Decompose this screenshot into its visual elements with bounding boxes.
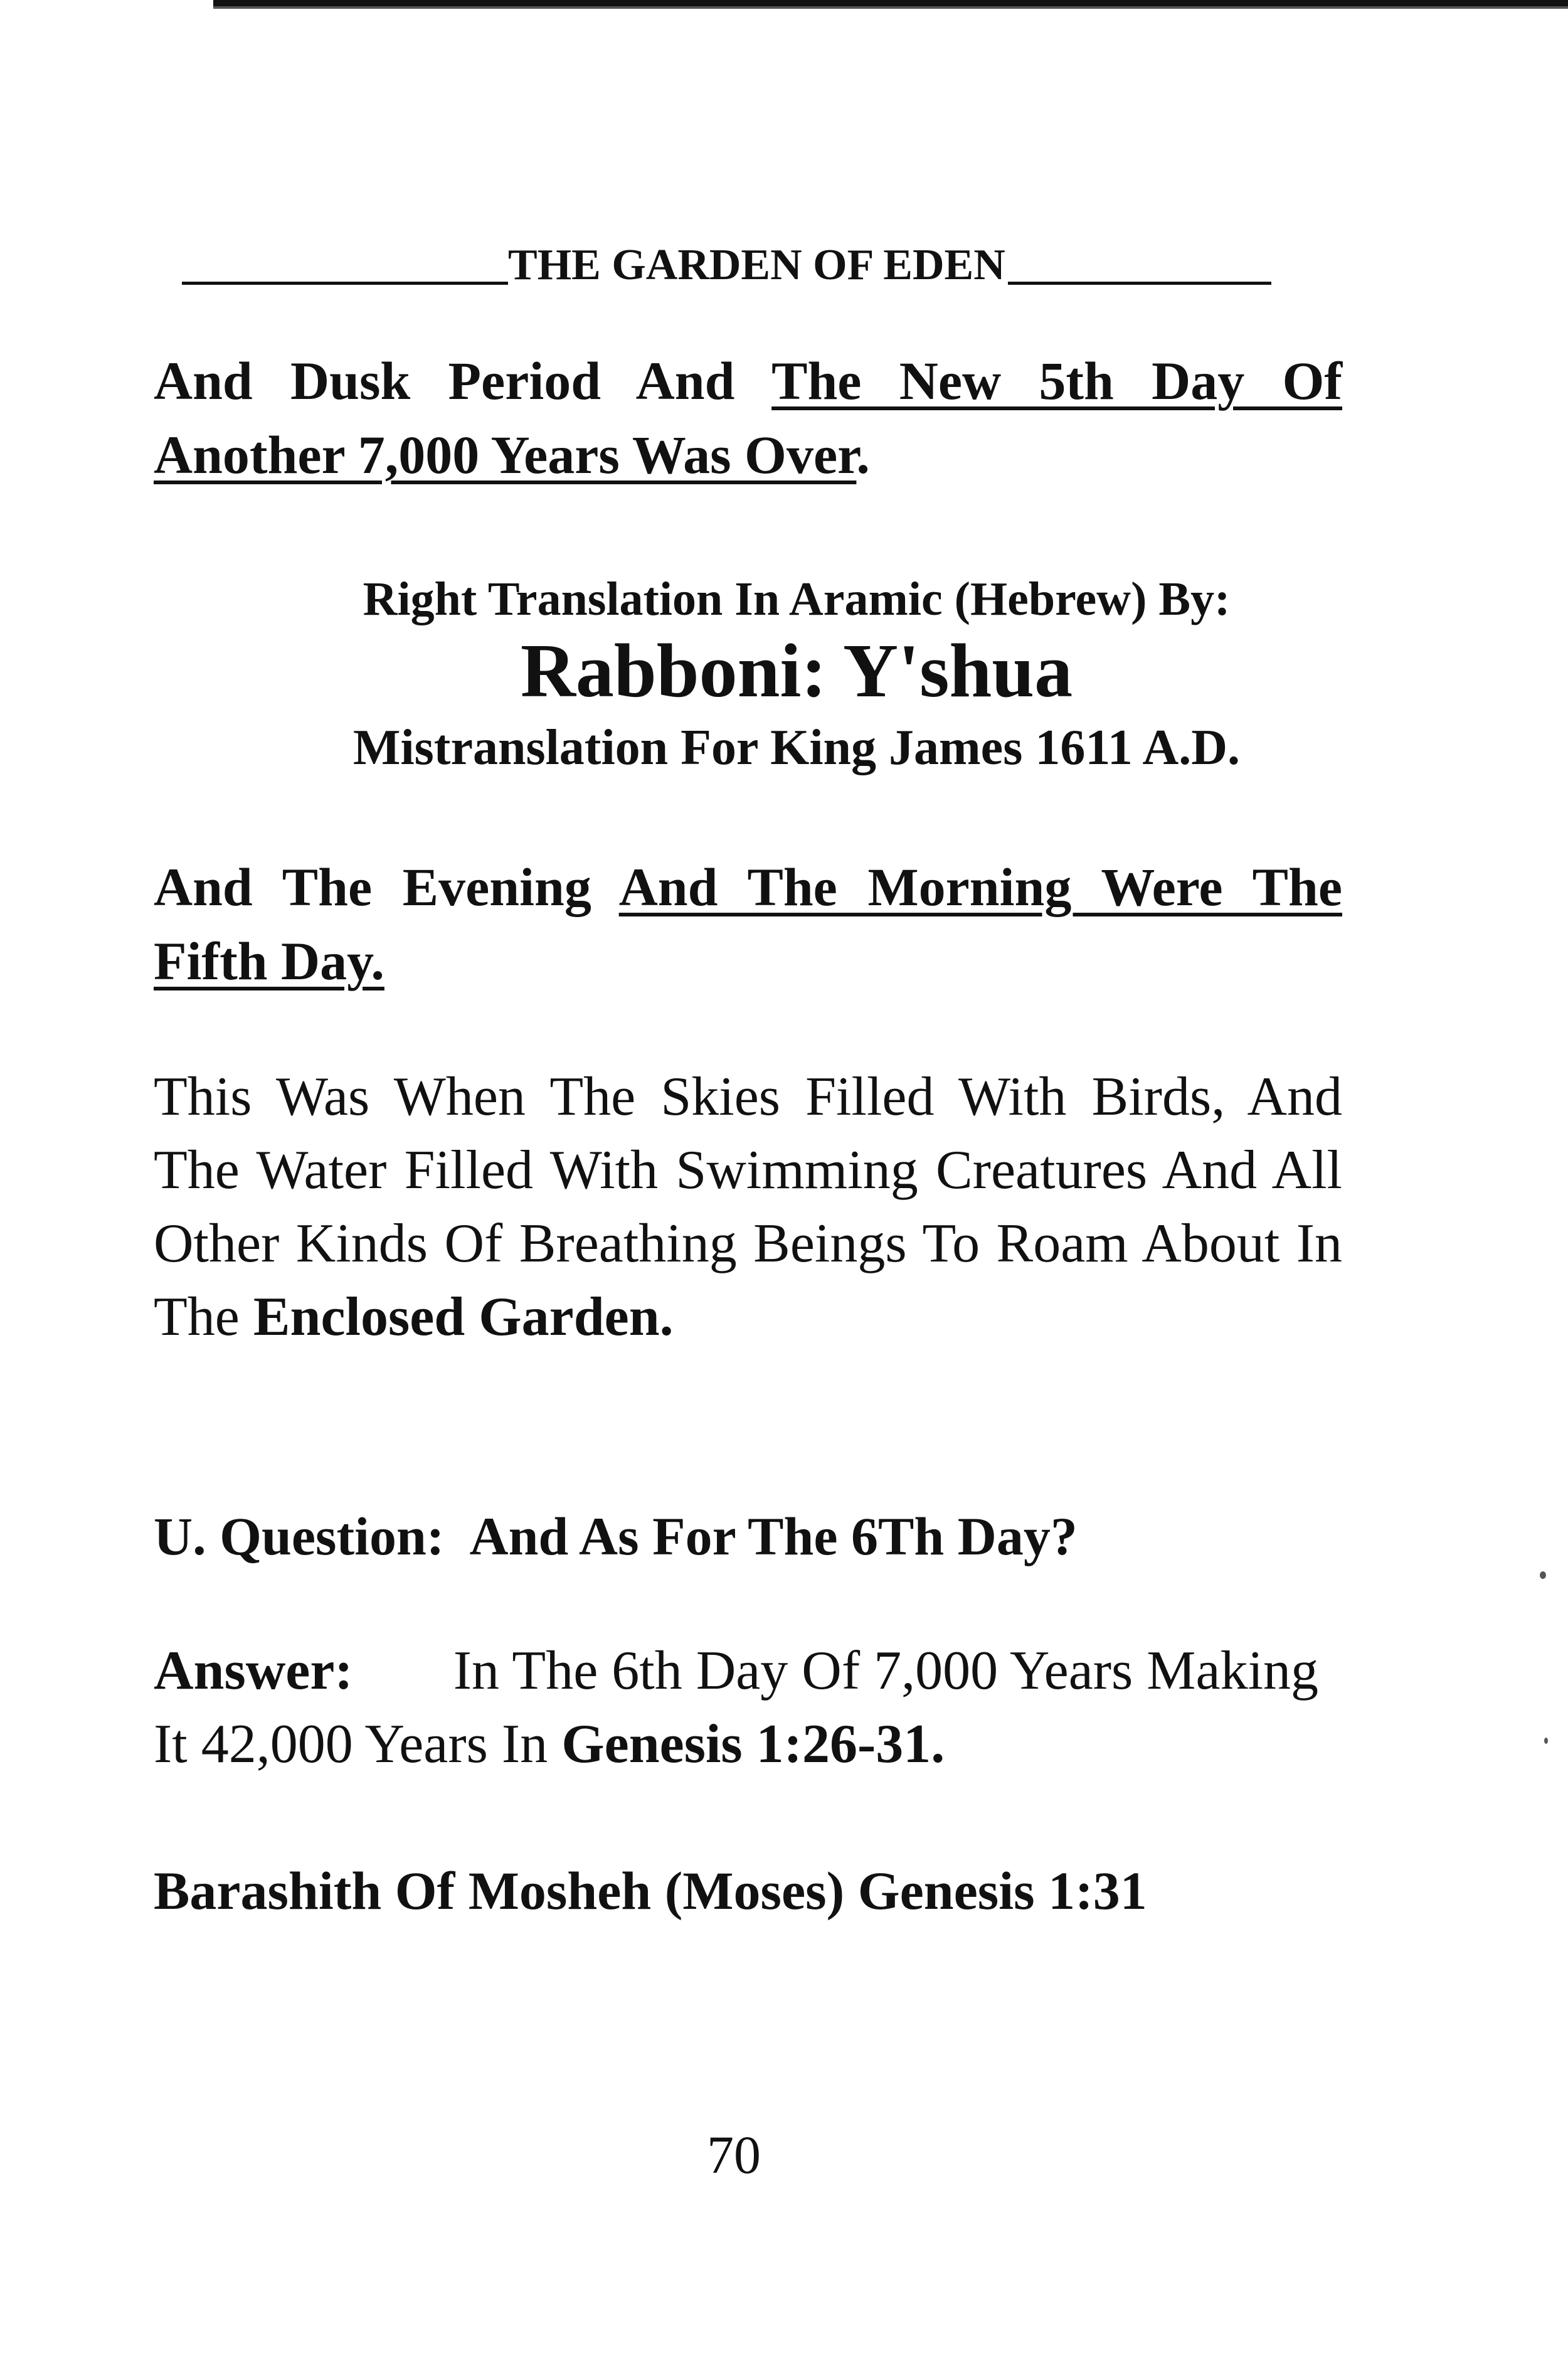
header-rule-left	[182, 282, 508, 285]
scan-speck	[1544, 1738, 1548, 1744]
header-title: THE GARDEN OF EDEN	[508, 241, 1005, 289]
paragraph-dusk-period	[154, 344, 1342, 492]
top-scan-rule	[213, 0, 1568, 15]
paragraph-evening-morning	[154, 850, 1342, 998]
question-line	[154, 1499, 1342, 1573]
paragraph-skies-birds	[154, 1060, 1342, 1354]
paragraph-evening-intro: And The Evening	[154, 857, 619, 917]
paragraph-skies-bold: Enclosed Garden.	[253, 1287, 674, 1347]
answer-label: Answer:	[154, 1640, 353, 1701]
translation-name: Rabboni: Y'shua	[520, 629, 1073, 713]
scan-speck	[1540, 1571, 1546, 1579]
paragraph-dusk-end: .	[856, 425, 870, 485]
header-rule-right	[1008, 282, 1271, 285]
answer-paragraph	[154, 1634, 1342, 1781]
page-number: 70	[707, 2125, 761, 2185]
paragraph-skies-text: This Was When The Skies Filled With Birds, And The Water Filled With Swimming Creatures And All Other Kinds Of Breathing Beings To Roam About In The	[154, 1066, 1342, 1347]
answer-reference: Genesis 1:26-31.	[561, 1714, 945, 1775]
running-header	[182, 237, 1342, 287]
paragraph-evening-underlined: And The Morning Were The Fifth Day.	[154, 857, 1342, 991]
paragraph-dusk-intro: And Dusk Period And	[154, 351, 772, 411]
mistranslation-line: Mistranslation For King James 1611 A.D.	[352, 720, 1241, 775]
translation-label: Right Translation In Aramic (Hebrew) By:	[363, 573, 1231, 625]
answer-text: In The 6th Day Of 7,000 Years Making It 42,000 Years In	[154, 1640, 1319, 1775]
question-label: U. Question:	[154, 1506, 445, 1566]
closing-reference: Barashith Of Mosheh (Moses) Genesis 1:31	[154, 1861, 1147, 1921]
question-text: And As For The 6Th Day?	[469, 1506, 1078, 1566]
paragraph-dusk-underlined: The New 5th Day Of Another 7,000 Years Was Over	[154, 351, 1342, 485]
